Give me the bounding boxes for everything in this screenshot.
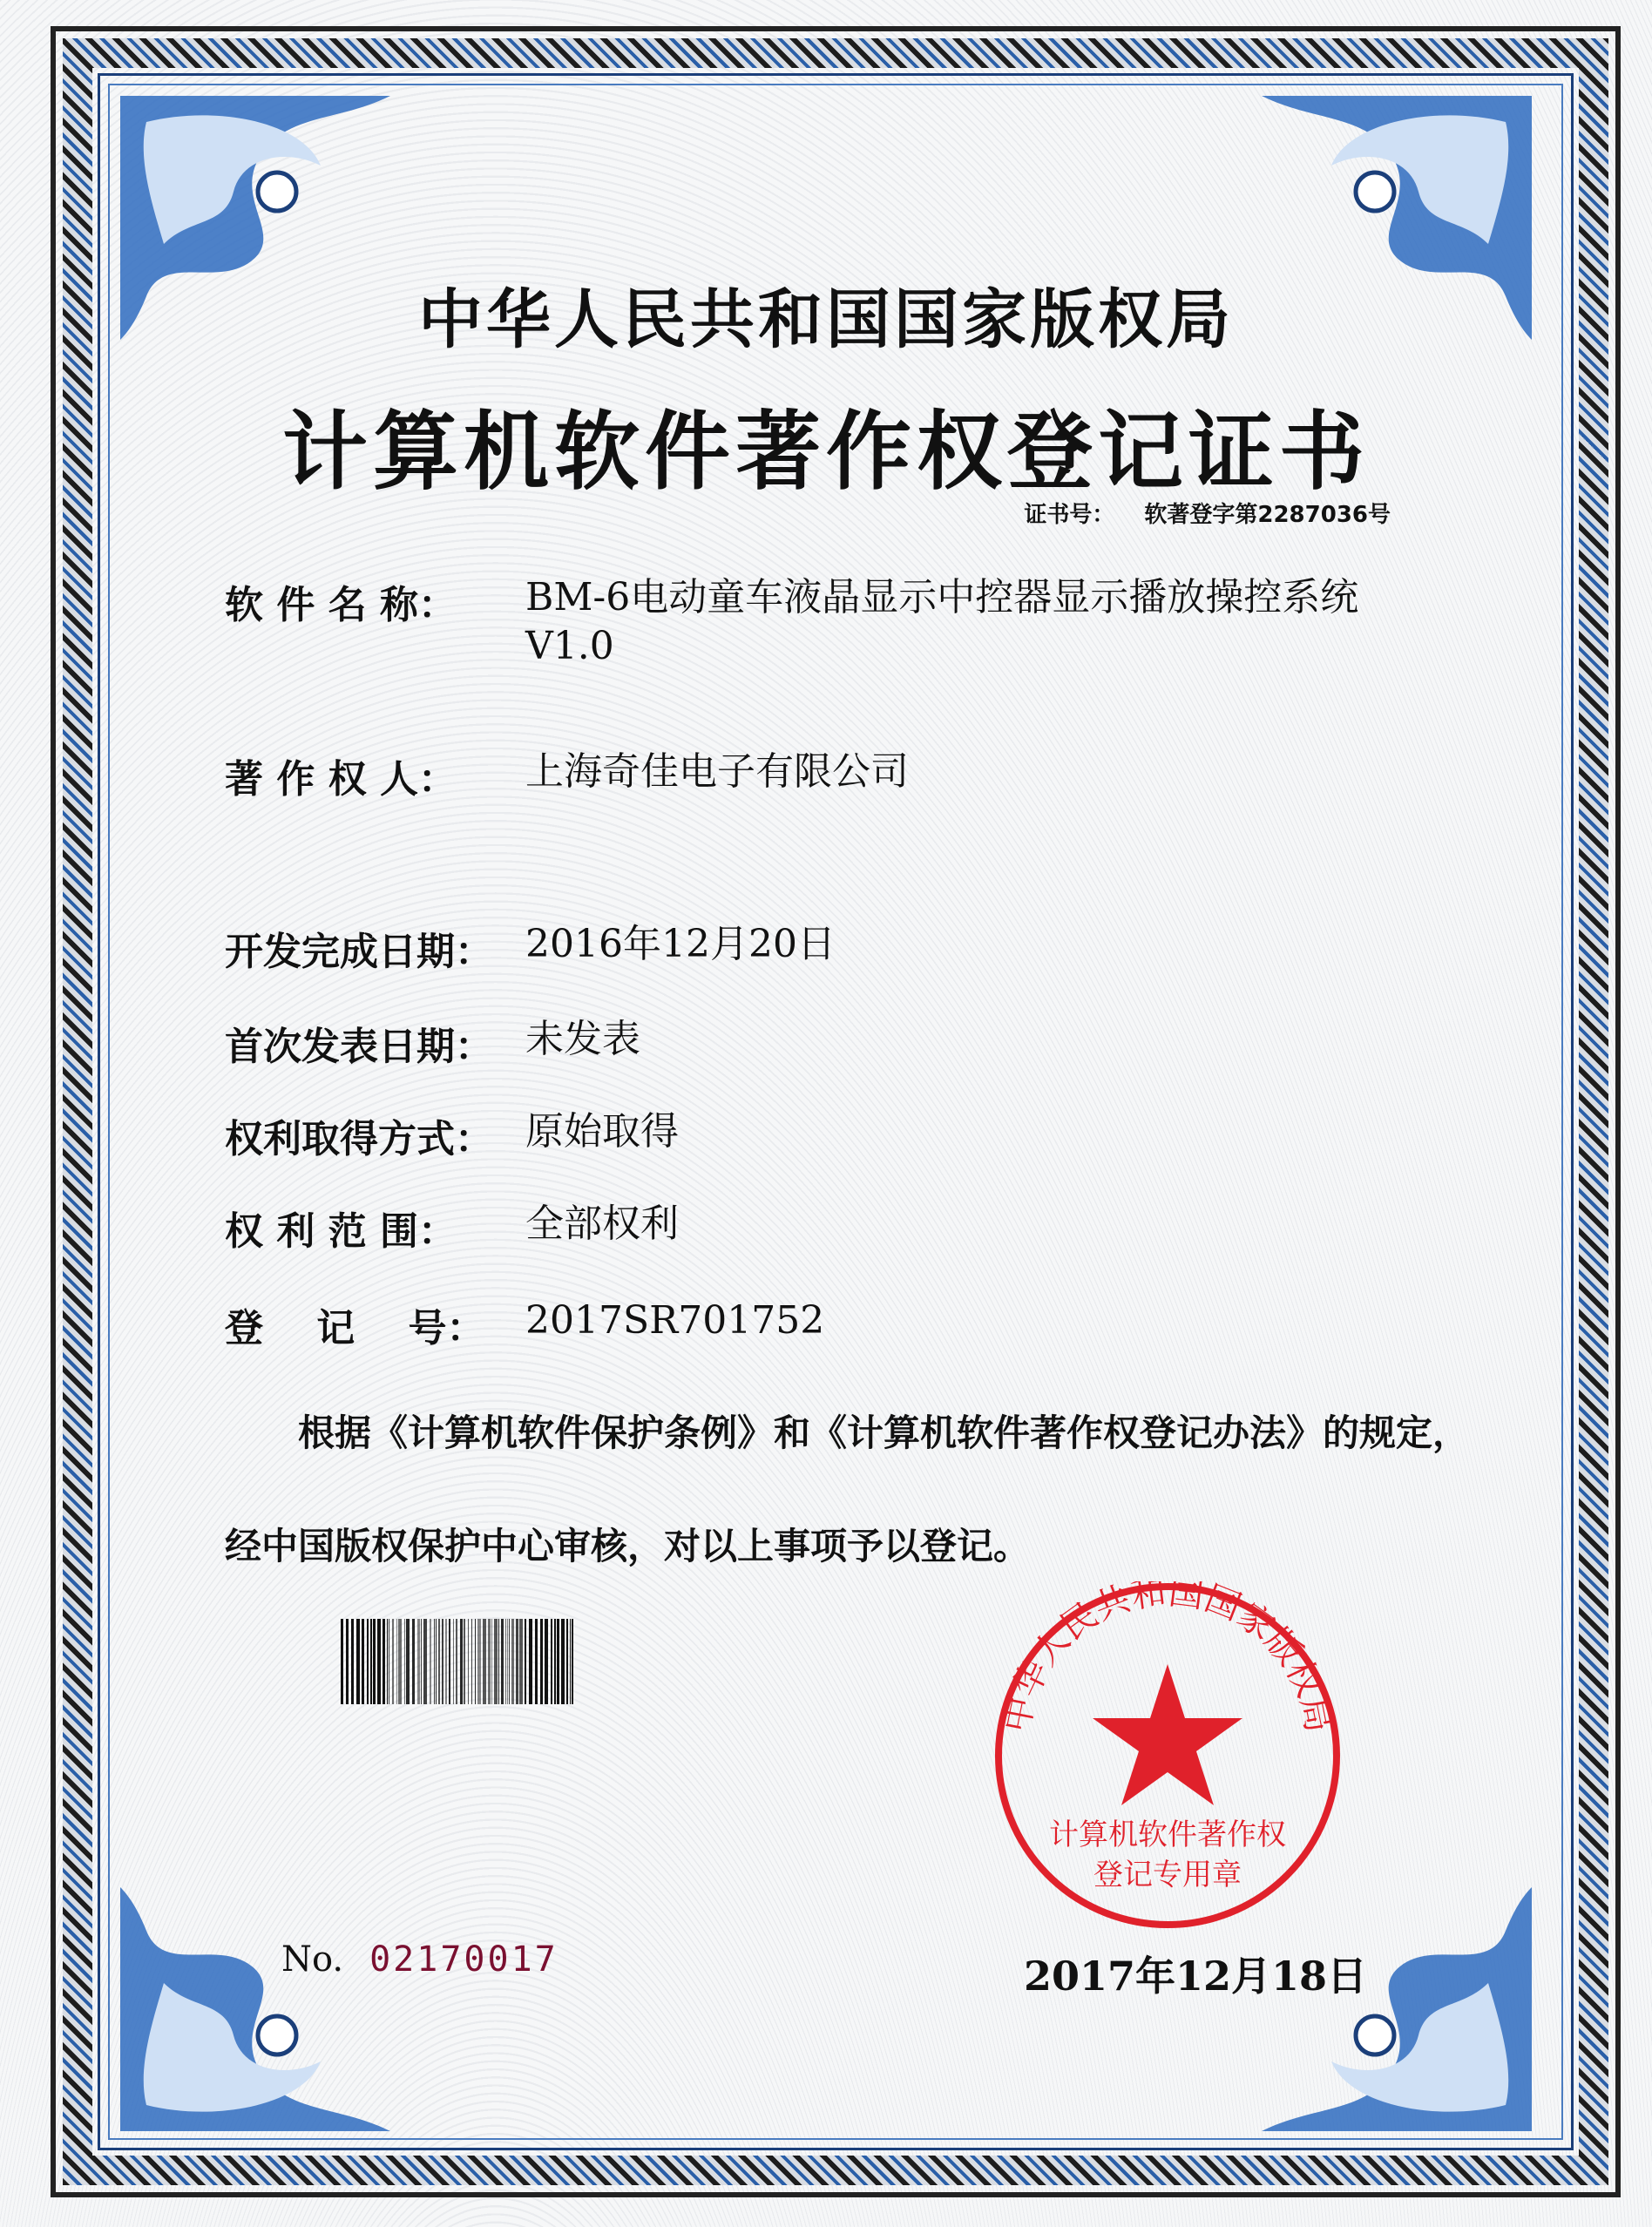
barcode-bar <box>453 1619 454 1704</box>
barcode-bar <box>468 1619 469 1704</box>
barcode-bar <box>436 1619 437 1704</box>
barcode-bar <box>392 1619 394 1704</box>
barcode-bar <box>396 1619 397 1704</box>
field-label: 首次发表日期： <box>225 1025 493 1069</box>
barcode-bar <box>346 1619 349 1704</box>
barcode-bar <box>494 1619 498 1704</box>
field-label: 权利取得方式： <box>225 1117 493 1161</box>
barcode-bar <box>501 1619 504 1704</box>
barcode-bar <box>464 1619 465 1704</box>
field-value: 2016年12月20日 <box>525 922 836 966</box>
field-software-name <box>225 573 1397 671</box>
barcode-bar <box>460 1619 463 1704</box>
barcode-bar <box>373 1619 376 1704</box>
barcode-bar <box>471 1619 473 1704</box>
field-acquisition-method <box>225 1107 1397 1163</box>
field-value: BM-6电动童车液晶显示中控器显示播放操控系统 V1.0 <box>525 575 1359 668</box>
barcode-bar <box>434 1619 435 1704</box>
barcode-bar <box>511 1619 514 1704</box>
seal-center-line1: 计算机软件著作权 <box>1049 1817 1286 1852</box>
barcode-bar <box>477 1619 481 1704</box>
barcode-bar <box>570 1619 571 1704</box>
field-value: 2017SR701752 <box>525 1298 825 1343</box>
barcode-bar <box>438 1619 440 1704</box>
barcode-bar <box>554 1619 556 1704</box>
field-label: 著 作 权 人： <box>225 757 457 802</box>
barcode-bar <box>377 1619 381 1704</box>
field-completion-date <box>225 920 1397 976</box>
barcode-bar <box>475 1619 476 1704</box>
barcode-bar <box>387 1619 388 1704</box>
barcode-bar <box>516 1619 519 1704</box>
issuer-heading: 中华人民共和国国家版权局 <box>418 282 1234 357</box>
cert-no-value: 软著登字第2287036号 <box>1144 502 1391 528</box>
seal-center-line2: 登记专用章 <box>1093 1858 1242 1892</box>
registration-statement: 根据《计算机软件保护条例》和《计算机软件著作权登记办法》的规定，经中国版权保护中心审核，对以上事项予以登记。 <box>225 1411 1470 1567</box>
barcode-bar <box>529 1619 532 1704</box>
barcode-bar <box>551 1619 552 1704</box>
field-label: 开发完成日期： <box>225 930 493 974</box>
barcode-bar <box>430 1619 431 1704</box>
serial-number <box>281 1939 559 1980</box>
barcode-bar <box>566 1619 569 1704</box>
barcode-bar <box>545 1619 548 1704</box>
barcode-bar <box>488 1619 491 1704</box>
barcode-bar <box>423 1619 427 1704</box>
barcode-bar <box>572 1619 573 1704</box>
barcode-bar <box>383 1619 385 1704</box>
barcode-bar <box>367 1619 369 1704</box>
barcode-bar <box>507 1619 508 1704</box>
barcode-bar <box>398 1619 402 1704</box>
field-registration-number <box>225 1296 1397 1352</box>
barcode-bar <box>561 1619 565 1704</box>
field-copyright-owner <box>225 748 1397 803</box>
barcode-bar <box>406 1619 410 1704</box>
barcode-bar <box>445 1619 447 1704</box>
star-icon <box>1093 1664 1242 1805</box>
barcode-bar <box>449 1619 450 1704</box>
barcode-bar <box>557 1619 560 1704</box>
serial-label: No. <box>281 1939 344 1980</box>
certificate-number <box>1024 497 1391 529</box>
field-value: 全部权利 <box>525 1201 679 1246</box>
barcode-bar <box>456 1619 458 1704</box>
barcode-bar <box>370 1619 372 1704</box>
seal-ring-text: 中华人民共和国国家版权局 <box>996 1581 1339 1736</box>
barcode-bar <box>519 1619 523 1704</box>
barcode-bar <box>498 1619 500 1704</box>
issue-date: 2017年12月18日 <box>1024 1953 1368 2000</box>
barcode-bar <box>362 1619 365 1704</box>
certificate-title: 计算机软件著作权登记证书 <box>281 402 1370 502</box>
barcode-bar <box>341 1619 343 1704</box>
barcode-bar <box>417 1619 421 1704</box>
official-seal <box>993 1581 1342 1930</box>
barcode-bar <box>535 1619 538 1704</box>
corner-ornament-bottom-left <box>112 1878 399 2140</box>
barcode-bar <box>412 1619 415 1704</box>
barcode-bar <box>389 1619 390 1704</box>
field-value: 未发表 <box>525 1017 640 1061</box>
barcode-bar <box>356 1619 360 1704</box>
field-label: 软 件 名 称： <box>225 583 457 627</box>
cert-no-label: 证书号： <box>1024 502 1115 528</box>
barcode <box>341 1619 576 1704</box>
barcode-bar <box>351 1619 354 1704</box>
barcode-bar <box>404 1619 406 1704</box>
field-rights-scope <box>225 1200 1397 1256</box>
barcode-bar <box>491 1619 492 1704</box>
field-value: 原始取得 <box>525 1109 679 1154</box>
field-label: 权 利 范 围： <box>225 1209 457 1254</box>
serial-value: 02170017 <box>369 1939 559 1980</box>
barcode-bar <box>540 1619 544 1704</box>
barcode-bar <box>505 1619 506 1704</box>
field-first-publication <box>225 1015 1397 1071</box>
field-label: 登 记 号： <box>225 1306 485 1350</box>
barcode-bar <box>509 1619 510 1704</box>
field-value: 上海奇佳电子有限公司 <box>525 749 909 794</box>
barcode-bar <box>442 1619 443 1704</box>
barcode-bar <box>525 1619 527 1704</box>
barcode-bar <box>483 1619 486 1704</box>
barcode-bar <box>421 1619 422 1704</box>
